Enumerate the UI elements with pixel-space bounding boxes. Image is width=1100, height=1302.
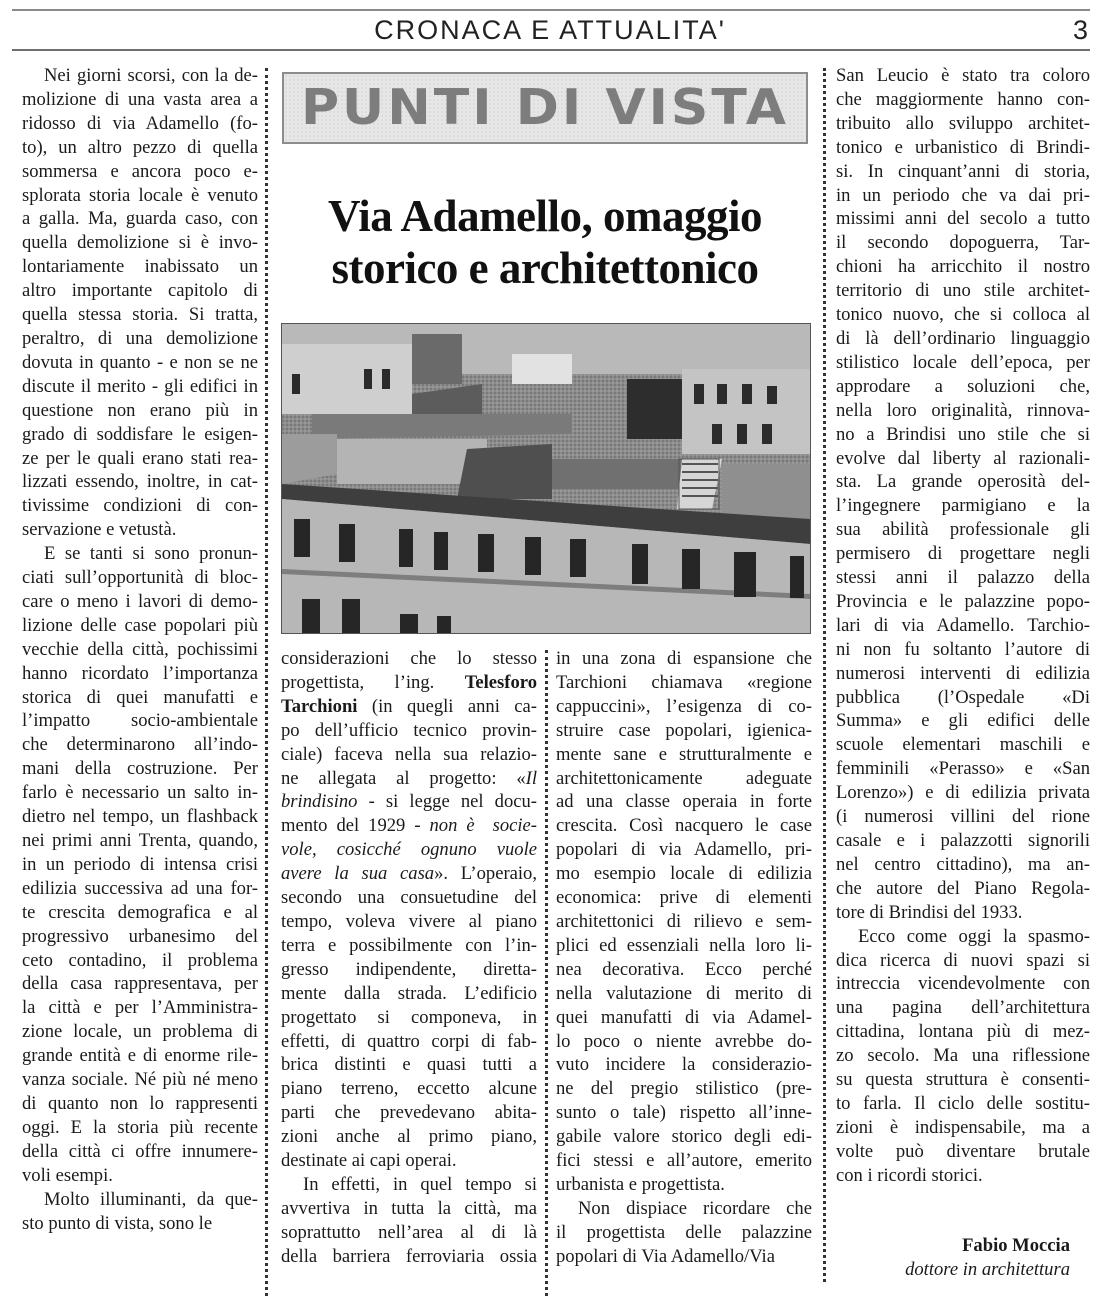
text-line: lontariamente inabissato un [22, 256, 258, 278]
text-line: dica ricerca di nuovi spazi si [836, 949, 1090, 971]
text-line: E se tanti si sono pronun- [44, 543, 258, 565]
text-line: casale e i palazzotti signorili [836, 830, 1090, 851]
text-line: quella demolizione si è invo- [22, 232, 258, 254]
text-line: popolari di Via Adamello/Via [556, 1245, 775, 1267]
text-line: progressivo urbanesimo del [22, 925, 258, 947]
text-line: grado di soddisfare le esigen- [22, 423, 258, 445]
section-title: CRONACA E ATTUALITA' [374, 15, 726, 45]
text-line: ridosso di via Adamello (fo- [22, 112, 258, 134]
text-line [281, 910, 537, 934]
text-line: architettonici di rilievo e sem- [556, 910, 812, 932]
column-separator [823, 68, 826, 1282]
text-segment: avvertiva in tutta la città, ma [281, 1197, 537, 1219]
text-line: nella valutazione di merito di [556, 982, 812, 1004]
text-segment: - si legge nel docu- [357, 791, 537, 813]
quoted-text: non è socie- [429, 815, 537, 837]
text-line: fici stessi e all’autore, emerito [556, 1150, 812, 1172]
text-line: farlo è necessario un salto in- [22, 782, 258, 804]
text-segment: soprattutto nell’area al di là [281, 1221, 537, 1243]
text-line: che maggiormente hanno con- [836, 88, 1090, 110]
text-line: della città ci offre innumere- [22, 1140, 258, 1162]
text-segment: gresso indipendente, diretta- [281, 958, 537, 980]
text-line: dietro nel tempo, un flashback [22, 806, 258, 828]
headline-line: storico e architettonico [331, 243, 759, 293]
text-segment: progettato si componeva, in [281, 1006, 537, 1028]
text-line: il progettista delle palazzine [556, 1221, 812, 1243]
text-line [281, 1149, 537, 1173]
column-right [836, 64, 1090, 1188]
text-line: una pagina dell’architettura [836, 997, 1090, 1019]
text-line: oggi. E la storia più recente [22, 1116, 258, 1138]
text-segment: tempo, voleva vivere al piano [281, 910, 537, 932]
text-line: to farla. Il ciclo delle sostitu- [836, 1092, 1090, 1114]
text-line: hanno ricordato l’importanza [22, 662, 258, 684]
text-line: cappuccini», l’esigenza di co- [556, 695, 812, 717]
text-line: discute il merito - gli edifici in [22, 375, 258, 397]
headline-line: Via Adamello, omaggio [327, 191, 763, 241]
text-line [281, 1030, 537, 1054]
text-line: approdare a soluzioni che, [836, 375, 1090, 397]
text-line: care o meno i lavori di demo- [22, 590, 258, 612]
text-line: volte può diventare brutale [836, 1140, 1090, 1162]
text-line: Provincia e le palazzine popo- [836, 590, 1090, 612]
text-line: nel centro cittadino), ma an- [836, 853, 1090, 875]
text-segment: mente dalla strada. L’edificio [281, 982, 537, 1004]
text-line: lizzati essendo, inoltre, in cat- [22, 471, 258, 493]
text-line: territorio di uno stile architet- [836, 280, 1090, 302]
text-line: architettonicamente adeguate [556, 767, 812, 789]
text-line: di quanto non lo rappresenti [22, 1092, 258, 1114]
text-line: ne del pregio stilistico (pre- [556, 1078, 812, 1100]
text-line: popolari di via Adamello, pri- [556, 839, 812, 861]
text-line: lari di via Adamello. Tarchio- [836, 614, 1090, 636]
text-line: si. In cinquant’anni di storia, [836, 160, 1090, 182]
text-line: Tarchioni chiamava «regione [556, 671, 812, 693]
text-line: intreccia vicendevolmente con [836, 973, 1090, 995]
text-line: Ecco come oggi la spasmo- [858, 925, 1090, 947]
text-line [281, 1006, 537, 1030]
text-line: a galla. Ma, guarda caso, con [22, 208, 258, 230]
text-line: mani della costruzione. Per [22, 758, 258, 780]
text-segment: (in quegli anni ca- [357, 695, 537, 717]
text-line: vanza sociale. Né più né meno [22, 1069, 258, 1091]
text-line: edilizia successiva ad una for- [22, 877, 258, 899]
text-line: su questa struttura è consenti- [836, 1069, 1090, 1091]
text-line: voli esempi. [22, 1164, 113, 1186]
text-line: di là dell’ordinario linguaggio [836, 327, 1090, 349]
text-line [281, 862, 537, 886]
text-line: sunto o tale) rispetto all’inne- [556, 1102, 812, 1124]
column-separator [265, 68, 268, 1296]
text-line [281, 1125, 537, 1149]
text-line: che determinarono all’indo- [22, 734, 258, 756]
text-line: scuole elementari maschili e [836, 734, 1090, 756]
text-line: San Leucio è stato tra coloro [836, 65, 1090, 86]
text-line: Lorenzo») e di edilizia privata [836, 782, 1090, 804]
column-middle-2 [556, 647, 812, 1269]
text-line: molizione di una vasta area a [22, 88, 258, 110]
text-line [281, 647, 537, 671]
text-line: lizione delle case popolari più [22, 614, 258, 636]
text-line: lo poco o niente avrebbe do- [556, 1030, 812, 1052]
column-middle-1 [281, 647, 537, 1269]
text-line: Nei giorni scorsi, con la de- [44, 65, 258, 86]
quoted-text: avere la sua casa [281, 863, 435, 885]
text-line: della casa rappresentava, per [22, 973, 258, 995]
text-line: grande entità e di enorme rile- [22, 1045, 258, 1067]
text-line: ceto contadino, il problema [22, 949, 258, 971]
text-line: urbanista e progettista. [556, 1173, 725, 1195]
bold-text: Tarchioni [281, 695, 358, 717]
text-line: zioni è indispensabile, ma a [836, 1116, 1090, 1138]
text-line: no a Brindisi uno stile che si [836, 423, 1090, 445]
text-line: quella stessa storia. Si tratta, [22, 304, 258, 326]
text-line: storica di quei manufatti e [22, 686, 258, 708]
text-segment: ». L’operaio, [434, 863, 537, 885]
text-line: Summa» e gli edifici delle [836, 710, 1090, 732]
text-line: servazione e vetustà. [22, 519, 177, 541]
text-line: evolve dal liberty al razionali- [836, 447, 1090, 469]
text-line: vecchie della città, pochissimi [22, 638, 258, 660]
text-line: mo esempio locale di edilizia [556, 863, 812, 885]
bold-text: Telesforo [464, 671, 537, 693]
text-line: che autore del Piano Regola- [836, 877, 1090, 899]
page-number: 3 [1072, 15, 1088, 45]
text-line: in una zona di espansione che [556, 648, 812, 669]
text-line: tonico e urbanistico di Brindi- [836, 136, 1090, 158]
text-segment: effetti, di quattro corpi di fab- [281, 1030, 537, 1052]
text-line: stessi anni il palazzo della [836, 567, 1090, 589]
text-line: Non dispiace ricordare che [578, 1197, 812, 1219]
text-line [281, 1245, 537, 1269]
quoted-text: vole, cosicché ognuno vuole [281, 839, 537, 861]
text-line: numerosi interventi di edilizia [836, 662, 1090, 684]
text-line: missimi anni del secolo a tutto [836, 208, 1090, 230]
text-line: sua abilità professionale gli [836, 519, 1090, 541]
text-segment: destinate ai capi operai. [281, 1150, 457, 1172]
text-line: mente sane e strutturalmente e [556, 743, 812, 765]
text-line [281, 982, 537, 1006]
quoted-text: Il [525, 767, 537, 789]
text-segment: In effetti, in quel tempo si [303, 1173, 537, 1195]
text-segment: secondo una consuetudine del [281, 887, 537, 909]
article-photo [281, 323, 811, 634]
text-line: tonico nuovo, che si colloca al [836, 304, 1090, 326]
text-line: sto punto di vista, sono le [22, 1212, 213, 1234]
text-segment: zioni anche al primo piano, [281, 1126, 537, 1148]
photo-of-demolished-buildings-icon [282, 324, 810, 633]
text-line [281, 767, 537, 791]
text-segment: po dell’ufficio tecnico provin- [281, 719, 537, 741]
text-line: chioni ha arricchito il nostro [836, 256, 1090, 278]
text-line: tribuito allo sviluppo architet- [836, 112, 1090, 134]
text-line [281, 1221, 537, 1245]
text-line: sommersa e ancora poco e- [22, 160, 258, 182]
text-line [281, 886, 537, 910]
text-segment: della barriera ferroviaria ossia [281, 1245, 537, 1267]
text-line: ad una classe operaia in forte [556, 791, 812, 813]
text-line: femminili «Perasso» e «San [836, 758, 1090, 780]
text-line: questione non erano più in [22, 399, 258, 421]
text-line [281, 934, 537, 958]
text-line: nea decorativa. Ecco perché [556, 958, 812, 980]
text-segment: mento del 1929 - [281, 815, 430, 837]
text-line: permisero di progettare negli [836, 543, 1090, 565]
text-segment: progettista, l’ing. [281, 671, 465, 693]
text-line: ni non fu soltanto l’autore di [836, 638, 1090, 660]
text-segment: ciale) faceva nella sua relazio- [281, 743, 537, 765]
text-line: struire case popolari, igienica- [556, 719, 812, 741]
text-line: il secondo dopoguerra, Tar- [836, 232, 1090, 254]
text-line: vuto incidere la considerazio- [556, 1054, 812, 1076]
author-name: Fabio Moccia [962, 1235, 1070, 1256]
text-line [281, 958, 537, 982]
text-segment: piano terreno, eccetto alcune [281, 1078, 537, 1100]
author-role: dottore in architettura [905, 1259, 1070, 1280]
text-line: splorata storia locale è venuto [22, 184, 258, 206]
text-line: gabile valore storico degli edi- [556, 1126, 812, 1148]
text-segment: terra e possibilmente con l’in- [281, 934, 537, 956]
text-line: stilistico locale dell’epoca, per [836, 351, 1090, 373]
text-line [281, 695, 537, 719]
text-line: tore di Brindisi del 1933. [836, 901, 1023, 923]
header-bottom-rule [12, 49, 1090, 51]
text-line [281, 1101, 537, 1125]
text-line: Molto illuminanti, da que- [44, 1188, 258, 1210]
text-line: con i ricordi storici. [836, 1164, 983, 1186]
text-line [281, 790, 537, 814]
text-line: ze per le quali erano stati rea- [22, 447, 258, 469]
text-line [281, 1053, 537, 1077]
text-line [281, 1173, 537, 1197]
article-headline [282, 190, 808, 294]
rubric-label: PUNTI DI VISTA [300, 79, 790, 137]
text-line: l’ingegnere parmigiano e la [836, 495, 1090, 517]
text-line: to), un altro pezzo di quella [22, 136, 258, 158]
text-line [281, 719, 537, 743]
column-left [22, 64, 258, 1235]
text-line: ciati sull’opportunità di bloc- [22, 567, 258, 589]
text-line: zione locale, un problema di [22, 1021, 258, 1043]
text-segment: parti che prevedevano abita- [281, 1102, 537, 1124]
text-line [281, 1077, 537, 1101]
text-line: l’impatto socio-ambientale [22, 710, 258, 732]
text-line: pubblica (l’Ospedale «Di [836, 686, 1090, 708]
text-line: nella loro originalità, rinnova- [836, 399, 1090, 421]
text-line: tivissime condizioni di con- [22, 495, 258, 517]
text-line: in un periodo di intensa crisi [22, 853, 258, 875]
text-line: altro importante capitolo di [22, 280, 258, 302]
text-line [281, 671, 537, 695]
text-segment: brica distinti e quasi tutti a [281, 1054, 537, 1076]
text-line: in un periodo che va dai pri- [836, 184, 1090, 206]
text-segment: ne allegata al progetto: « [281, 767, 526, 789]
text-line: crescita. Così nacquero le case [556, 815, 812, 837]
text-line: te crescita demografica e al [22, 901, 258, 923]
text-line: peraltro, di una demolizione [22, 327, 258, 349]
text-line [281, 1197, 537, 1221]
text-line: (i numerosi villini del rione [836, 806, 1090, 828]
text-line: quei manufatti di via Adamel- [556, 1006, 812, 1028]
text-line [281, 743, 537, 767]
text-line [281, 814, 537, 838]
text-line: economica: prive di elementi [556, 887, 812, 909]
text-line: dovuta in quanto - e non se ne [22, 351, 258, 373]
text-line: plici ed essenziali nella loro li- [556, 934, 812, 956]
text-line: sta. La grande operosità del- [836, 471, 1090, 493]
quoted-text: brindisino [281, 791, 358, 813]
text-line: la città e per l’Amministra- [22, 997, 258, 1019]
text-line: cittadina, lontana più di mez- [836, 1021, 1090, 1043]
text-line [281, 838, 537, 862]
column-separator [545, 650, 548, 1296]
header-top-rule [12, 9, 1090, 11]
text-line: nei primi anni Trenta, quando, [22, 830, 258, 851]
article-signature [836, 1234, 1070, 1282]
text-line: zo secolo. Ma una riflessione [836, 1045, 1090, 1067]
rubric-banner [282, 72, 808, 144]
text-segment: considerazioni che lo stesso [281, 648, 537, 669]
